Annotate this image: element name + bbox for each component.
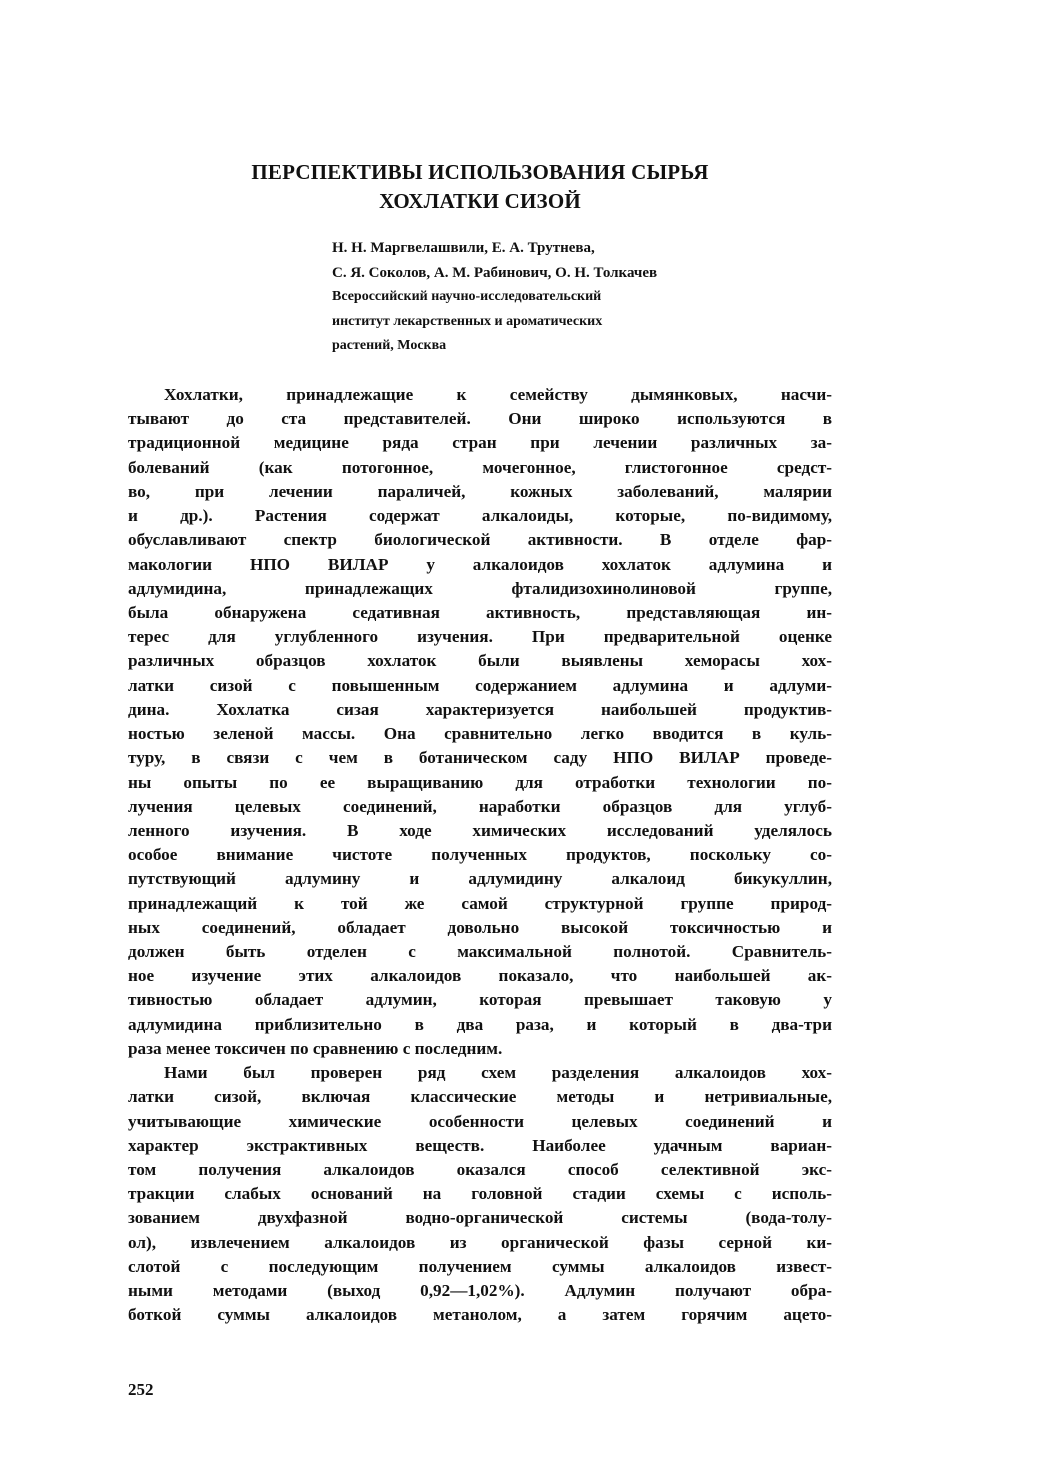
body-line: путствующий адлумину и адлумидину алкалоид бикукуллин, (128, 869, 832, 889)
body-line: лучения целевых соединений, наработки образцов для углуб- (128, 796, 832, 816)
body-line: ное изучение этих алкалоидов показало, что наибольшей ак- (128, 966, 832, 986)
institution-line-3: растений, Москва (332, 338, 447, 354)
body-line: особое внимание чистоте полученных продуктов, поскольку со- (128, 845, 832, 865)
institution-line-2: институт лекарственных и ароматических (332, 313, 603, 329)
institution-line-1: Всероссийский научно-исследовательский (332, 289, 602, 305)
body-line: характер экстрактивных веществ. Наиболее удачным вариан- (128, 1135, 832, 1155)
body-line: во, при лечении параличей, кожных заболеваний, малярии (128, 481, 832, 501)
body-line: и др.). Растения содержат алкалоиды, которые, по-видимому, (128, 506, 832, 526)
body-line: принадлежащий к той же самой структурной группе природ- (128, 893, 832, 913)
body-line: слотой с последующим получением суммы алкалоидов извест- (128, 1256, 832, 1276)
body-line: учитывающие химические особенности целевых соединений и (128, 1111, 832, 1131)
body-line: болеваний (как потогонное, мочегонное, глистогонное средст- (128, 457, 832, 477)
article-title (200, 158, 760, 216)
body-line: ных соединений, обладает довольно высокой токсичностью и (128, 917, 832, 937)
body-line: туру, в связи с чем в ботаническом саду НПО ВИЛАР проведе- (128, 748, 832, 768)
title-line-1: ПЕРСПЕКТИВЫ ИСПОЛЬЗОВАНИЯ СЫРЬЯ (251, 160, 709, 184)
body-line: макологии НПО ВИЛАР у алкалоидов хохлаток адлумина и (128, 554, 832, 574)
article-body (128, 383, 832, 1328)
page-number: 252 (128, 1380, 154, 1399)
body-line: том получения алкалоидов оказался способ селективной экс- (128, 1160, 832, 1179)
body-line: тракции слабых оснований на головной стадии схемы с исполь- (128, 1184, 832, 1204)
body-line: тывают до ста представителей. Они широко используются в (128, 409, 832, 429)
body-line: раза менее токсичен по сравнению с последним. (128, 1038, 503, 1058)
body-line: Нами был проверен ряд схем разделения алкалоидов хох- (164, 1063, 832, 1083)
body-line: обуславливают спектр биологической активности. В отделе фар- (128, 530, 832, 550)
body-line: тивностью обладает адлумин, которая превышает таковую у (128, 990, 832, 1010)
body-line: дина. Хохлатка сизая характеризуется наибольшей продуктив- (128, 699, 832, 719)
body-line: терес для углубленного изучения. При предварительной оценке (128, 627, 832, 647)
body-line: ностью зеленой массы. Она сравнительно легко вводится в куль- (128, 724, 832, 744)
body-line: ными методами (выход 0,92—1,02%). Адлумин получают обра- (128, 1281, 832, 1301)
body-line: боткой суммы алкалоидов метанолом, а затем горячим ацето- (128, 1305, 832, 1325)
body-line: адлумидина, принадлежащих фталидизохинолиновой группе, (128, 578, 832, 598)
body-line: была обнаружена седативная активность, представляющая ин- (128, 602, 832, 622)
body-line: должен быть отделен с максимальной полнотой. Сравнитель- (128, 942, 832, 962)
title-line-2: ХОХЛАТКИ СИЗОЙ (379, 189, 581, 213)
body-line: латки сизой, включая классические методы и нетривиальные, (128, 1087, 832, 1107)
body-line: ол), извлечением алкалоидов из органической фазы серной ки- (128, 1232, 832, 1252)
body-line: Хохлатки, принадлежащие к семейству дымянковых, насчи- (164, 385, 832, 404)
body-line: зованием двухфазной водно-органической системы (вода-толу- (128, 1208, 832, 1228)
author-block (332, 236, 832, 359)
body-line: ны опыты по ее выращиванию для отработки технологии по- (128, 772, 832, 792)
body-line: различных образцов хохлаток были выявлены хеморасы хох- (128, 651, 832, 671)
authors-line-1: Н. Н. Маргвелашвили, Е. А. Трутнева, (332, 240, 595, 256)
body-line: ленного изучения. В ходе химических исследований уделялось (128, 820, 832, 840)
body-line: латки сизой с повышенным содержанием адлумина и адлуми- (128, 675, 832, 695)
body-line: адлумидина приблизительно в два раза, и который в два-три (128, 1014, 832, 1034)
authors-line-2: С. Я. Соколов, А. М. Рабинович, О. Н. Толкачев (332, 264, 658, 281)
body-line: традиционной медицине ряда стран при лечении различных за- (128, 433, 832, 453)
